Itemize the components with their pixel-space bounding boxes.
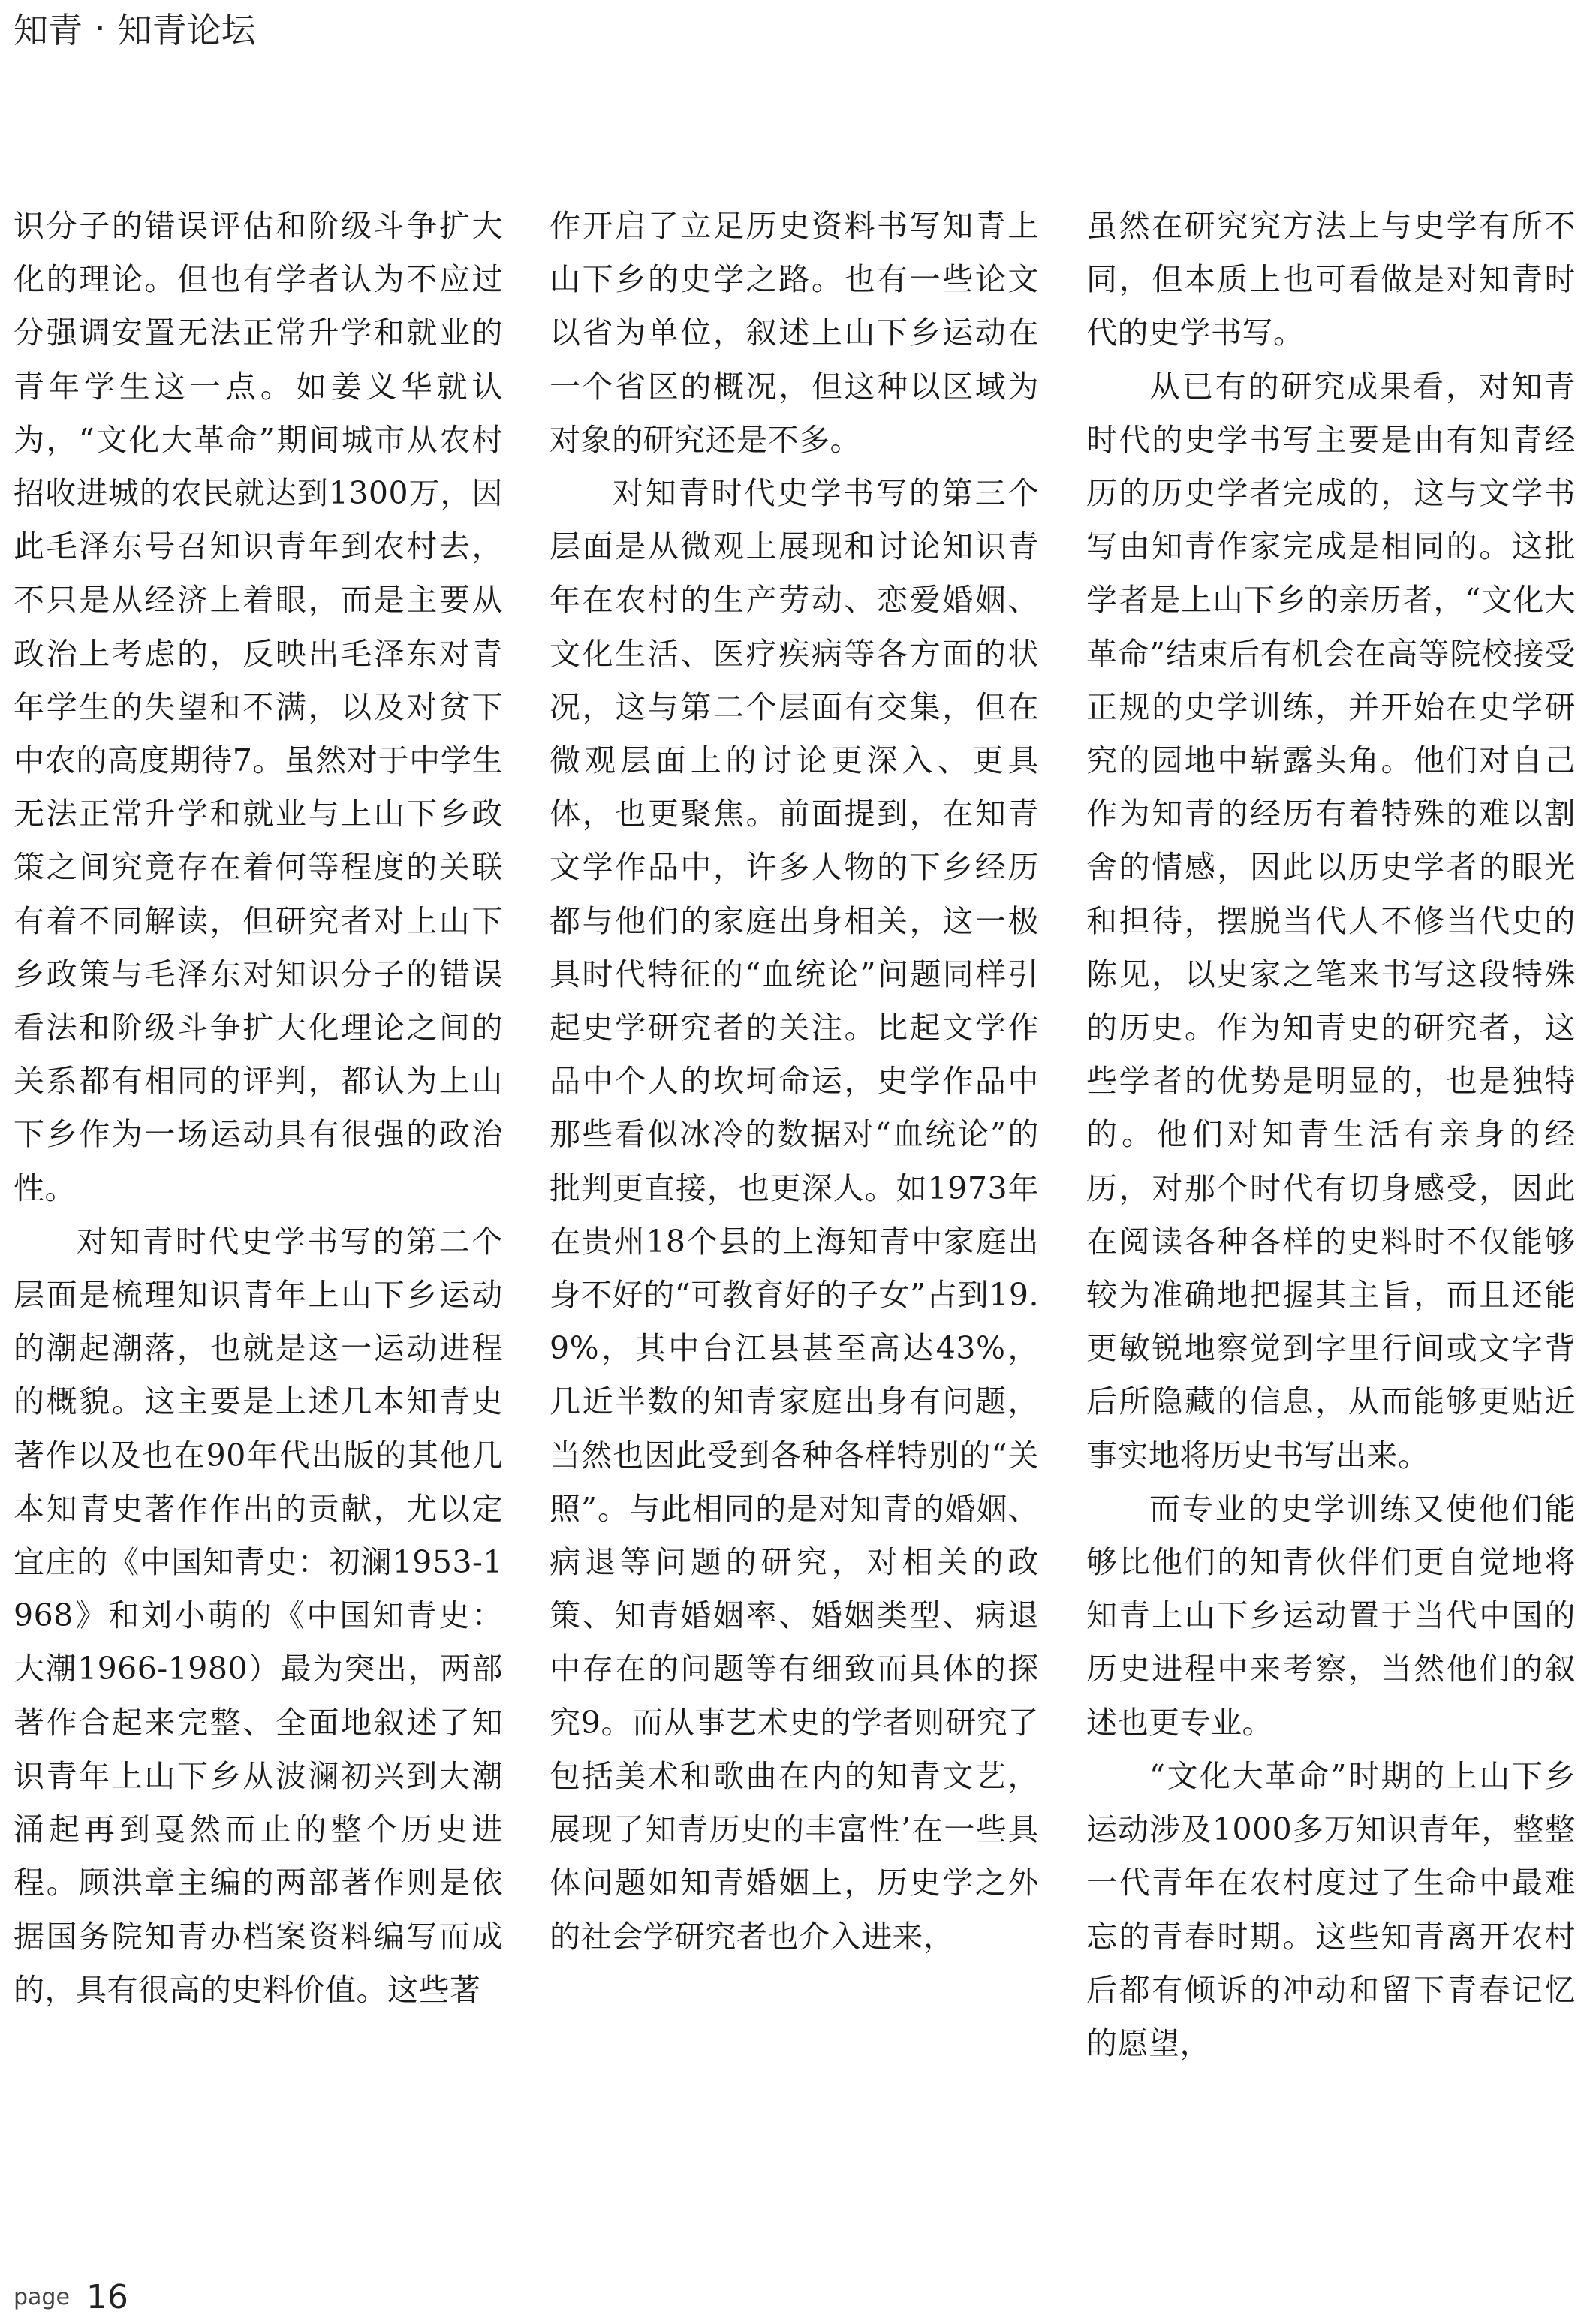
paragraph: 虽然在研究究方法上与史学有所不同，但本质上也可看做是对知青时代的史学书写。	[1086, 208, 1576, 351]
page-label: page	[14, 2283, 70, 2310]
text-column-2	[550, 200, 1039, 1964]
paragraph: 而专业的史学训练又使他们能够比他们的知青伙伴们更自觉地将知青上山下乡运动置于当代中国的历史进程中来考察，当然他们的叙述也更专业。	[1086, 1490, 1576, 1741]
paragraph: 识分子的错误评估和阶级斗争扩大化的理论。但也有学者认为不应过分强调安置无法正常升学和就业的青年学生这一点。如姜义华就认为，“文化大革命”期间城市从农村招收进城的农民就达到1300万，因此毛泽东号召知识青年到农村去，不只是从经济上着眼，而是主要从政治上考虑的，反映出毛泽东对青年学生的失望和不满，以及对贫下中农的高度期待7。虽然对于中学生无法正常升学和就业与上山下乡政策之间究竟存在着何等程度的关联有着不同解读，但研究者对上山下乡政策与毛泽东对知识分子的错误看法和阶级斗争扩大化理论之间的关系都有相同的评判，都认为上山下乡作为一场运动具有很强的政治性。	[14, 208, 503, 1206]
page-footer	[14, 2276, 128, 2318]
header-section: 知青	[14, 10, 83, 50]
paragraph: 对知青时代史学书写的第三个层面是从微观上展现和讨论知识青年在农村的生产劳动、恋爱婚姻、文化生活、医疗疾病等各方面的状况，这与第二个层面有交集，但在微观层面上的讨论更深入、更具体，也更聚焦。前面提到，在知青文学作品中，许多人物的下乡经历都与他们的家庭出身相关，这一极具时代特征的“血统论”问题同样引起史学研究者的关注。比起文学作品中个人的坎坷命运，史学作品中那些看似冰冷的数据对“血统论”的批判更直接，也更深人。如1973年在贵州18个县的上海知青中家庭出身不好的“可教育好的子女”占到19.9%，其中台江县甚至高达43%，几近半数的知青家庭出身有问题，当然也因此受到各种各样特别的“关照”。与此相同的是对知青的婚姻、病退等问题的研究，对相关的政策、知青婚姻率、婚姻类型、病退中存在的问题等有细致而具体的探究9。而从事艺术史的学者则研究了包括美术和歌曲在内的知青文艺，展现了知青历史的丰富性’在一些具体问题如知青婚姻上，历史学之外的社会学研究者也介入进来，	[550, 475, 1039, 1955]
paragraph: 作开启了立足历史资料书写知青上山下乡的史学之路。也有一些论文以省为单位，叙述上山下乡运动在一个省区的概况，但这种以区域为对象的研究还是不多。	[550, 208, 1039, 458]
header-separator: ·	[95, 8, 106, 48]
paragraph: “文化大革命”时期的上山下乡运动涉及1000多万知识青年，整整一代青年在农村度过了生命中最难忘的青春时期。这些知青离开农村后都有倾诉的冲动和留下青春记忆的愿望，	[1086, 1757, 1576, 2061]
header-title: 知青论坛	[117, 10, 256, 50]
running-header	[14, 2, 256, 54]
paragraph: 从已有的研究成果看，对知青时代的史学书写主要是由有知青经历的历史学者完成的，这与文学书写由知青作家完成是相同的。这批学者是上山下乡的亲历者，“文化大革命”结束后有机会在高等院校接受正规的史学训练，并开始在史学研究的园地中崭露头角。他们对自己作为知青的经历有着特殊的难以割舍的情感，因此以历史学者的眼光和担待，摆脱当代人不修当代史的陈见，以史家之笔来书写这段特殊的历史。作为知青史的研究者，这些学者的优势是明显的，也是独特的。他们对知青生活有亲身的经历，对那个时代有切身感受，因此在阅读各种各样的史料时不仅能够较为准确地把握其主旨，而且还能更敏锐地察觉到字里行间或文字背后所隐藏的信息，从而能够更贴近事实地将历史书写出来。	[1086, 368, 1576, 1474]
text-column-3	[1086, 200, 1576, 2070]
page-number: 16	[86, 2277, 128, 2316]
paragraph: 对知青时代史学书写的第二个层面是梳理知识青年上山下乡运动的潮起潮落，也就是这一运动进程的概貌。这主要是上述几本知青史著作以及也在90年代出版的其他几本知青史著作作出的贡献，尤以定宜庄的《中国知青史：初澜1953-1968》和刘小萌的《中国知青史：大潮1966-1980）最为突出，两部著作合起来完整、全面地叙述了知识青年上山下乡从波澜初兴到大潮涌起再到戛然而止的整个历史进程。顾洪章主编的两部著作则是依据国务院知青办档案资料编写而成的，具有很高的史料价值。这些著	[14, 1223, 503, 2008]
text-column-1	[14, 200, 503, 2017]
